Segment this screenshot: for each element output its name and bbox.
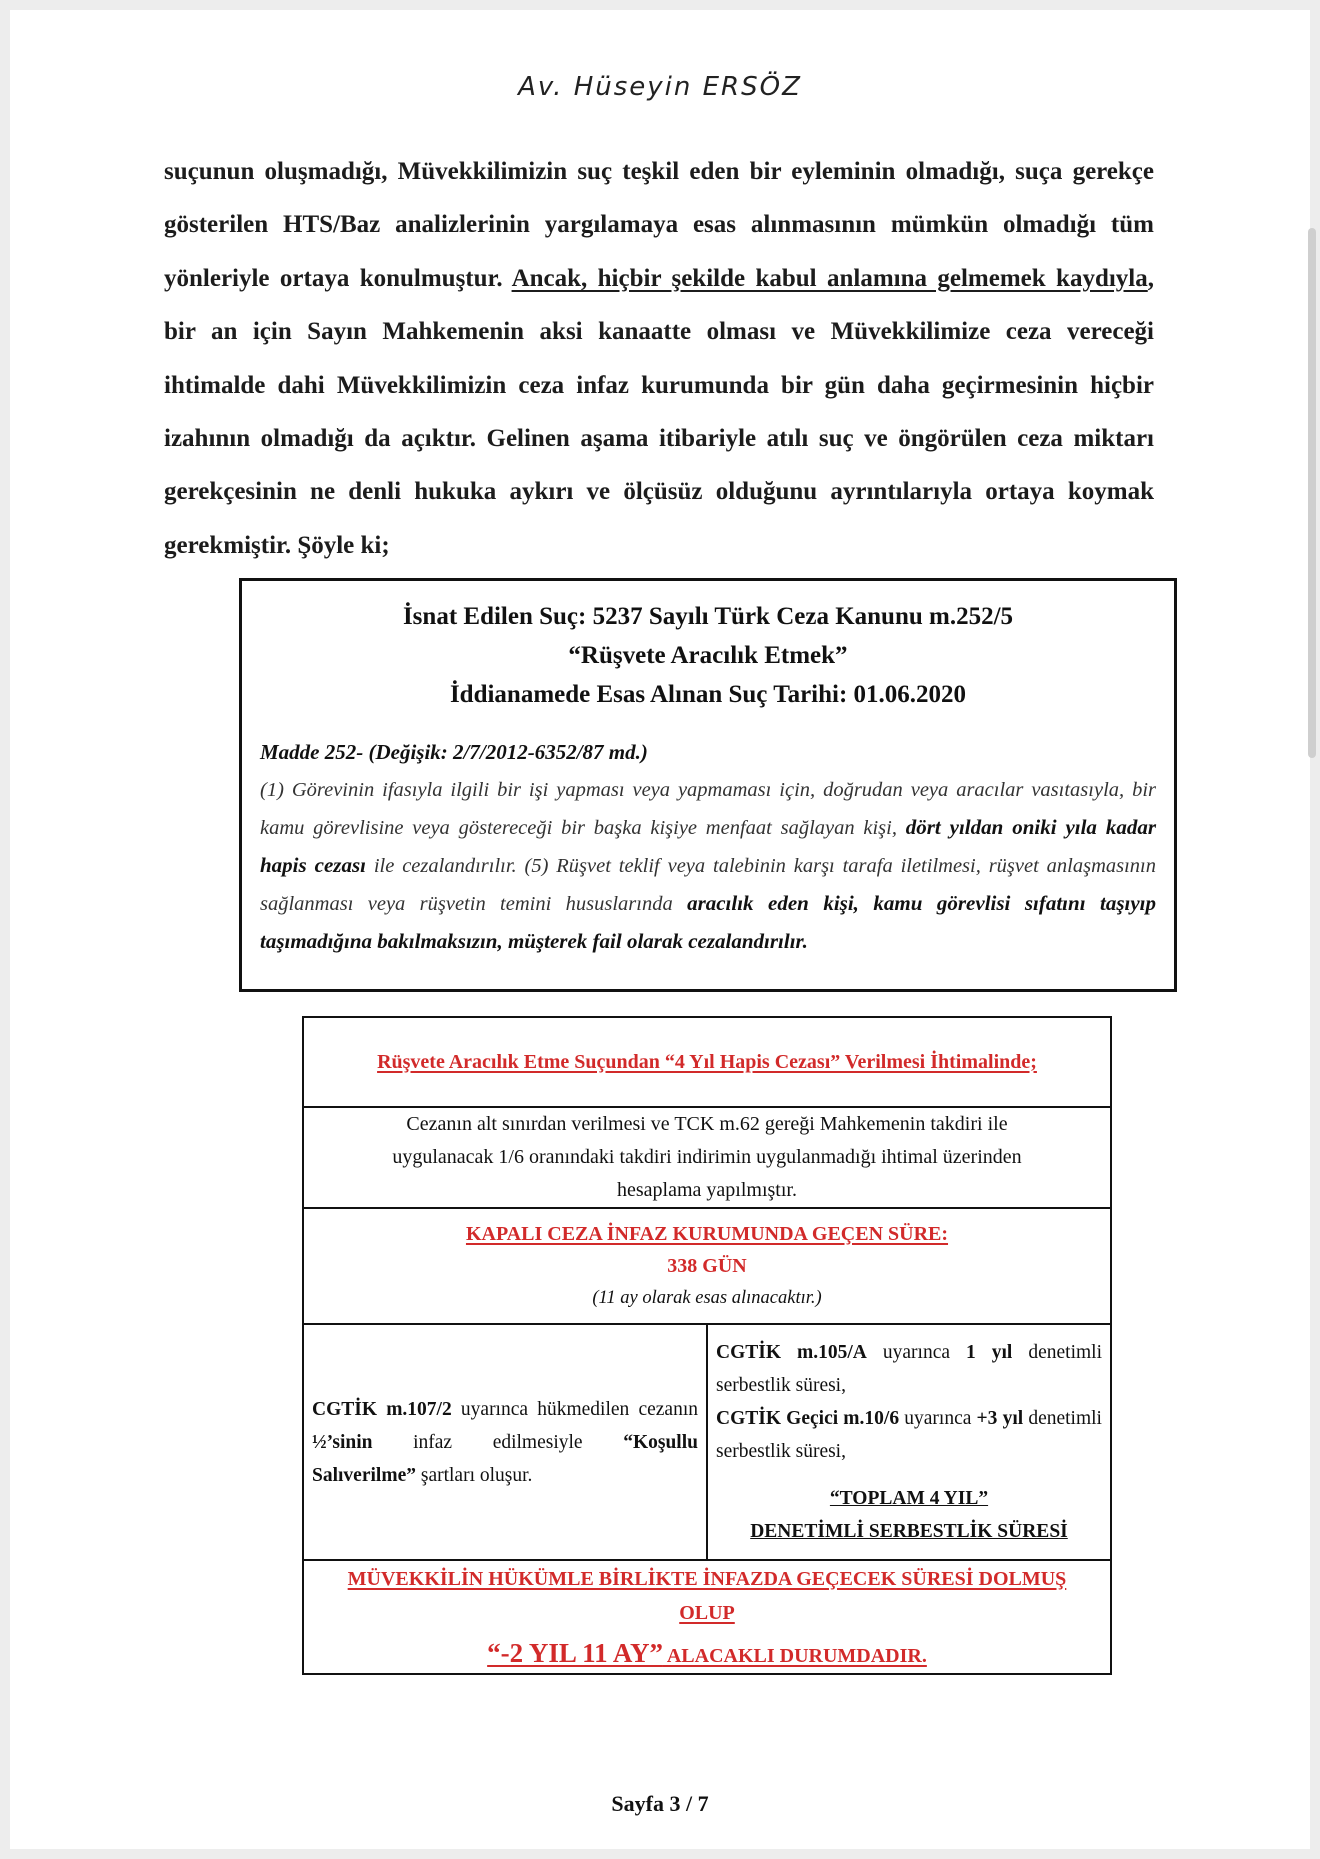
crime-line-3: İddianamede Esas Alınan Suç Tarihi: 01.06.2020 xyxy=(449,681,967,708)
article-bold-1: dört yıldan oniki yıla kadar hapis cezası xyxy=(260,815,1156,877)
article-bold-2: aracılık eden kişi, kamu görevlisi sıfatını taşıyıp taşımadığına bakılmaksızın, müşterek fail olarak cezalandırılır. xyxy=(260,891,1157,953)
left-t3: şartları oluşur. xyxy=(415,1464,533,1486)
crime-line-1: İsnat Edilen Suç: 5237 Sayılı Türk Ceza Kanunu m.252/5 xyxy=(402,603,1014,630)
article-text xyxy=(260,734,1156,961)
calculation-table xyxy=(302,1016,1112,1675)
result-amount: “-2 YIL 11 AY” xyxy=(487,1637,663,1668)
article-text-2: ile cezalandırılır. (5) Rüşvet teklif veya talebinin karşı tarafa iletilmesi, rüşvet anlaşmasının sağlanması veya rüşvetin temini hususlarında xyxy=(260,855,1157,915)
left-b2: ½’sinin xyxy=(312,1431,373,1453)
intro-text-2: , bir an için Sayın Mahkemenin aksi kanaatte olması ve Müvekkilimize ceza vereceği ihtimalde dahi Müvekkilimizin ceza infaz kurumunda bir gün daha geçirmesinin hiçbir izahının olmadığı da açıktır. Gelinen aşama itibariyle atılı suç ve öngörülen ceza miktarı gerekçesinin ne denli hukuka aykırı ve ölçüsüz olduğunu ayrıntılarıyla ortaya koymak gerekmiştir. Şöyle ki; xyxy=(164,264,1154,559)
intro-underlined: Ancak, hiçbir şekilde kabul anlamına gelmemek kaydıyla xyxy=(511,264,1148,292)
closed-prison-cell xyxy=(303,1208,1111,1324)
left-t2: infaz edilmesiyle xyxy=(372,1431,624,1453)
scrollbar[interactable] xyxy=(1308,228,1316,758)
crime-line-2: “Rüşvete Aracılık Etmek” xyxy=(568,642,848,669)
letterhead: Av. Hüseyin ERSÖZ xyxy=(518,72,802,102)
probation-cell xyxy=(707,1324,1111,1560)
closed-note: (11 ay olarak esas alınacaktır.) xyxy=(592,1288,822,1308)
right-t3: uyarınca xyxy=(899,1408,977,1429)
page-number: Sayfa 3 / 7 xyxy=(611,1791,709,1816)
result-text: MÜVEKKİLİN HÜKÜMLE BİRLİKTE İNFAZDA GEÇECEK SÜRESİ DOLMUŞ OLUP xyxy=(347,1567,1067,1624)
right-t2: denetimli serbestlik süresi, xyxy=(716,1342,1103,1396)
result-cell xyxy=(303,1560,1111,1674)
right-b3: CGTİK Geçici m.10/6 xyxy=(716,1408,900,1429)
right-b4: +3 yıl xyxy=(976,1408,1024,1429)
crime-box xyxy=(239,578,1177,992)
probation-total: “TOPLAM 4 YIL” xyxy=(829,1488,989,1509)
intro-text-1: suçunun oluşmadığı, Müvekkilimizin suç teşkil eden bir eyleminin olmadığı, suça gerekçe gösterilen HTS/Baz analizlerinin yargılamaya esas alınmasının mümkün olmadığı tüm yönleriyle ortaya konulmuştur. xyxy=(164,158,1154,292)
conditional-release-cell xyxy=(303,1324,707,1560)
right-b2: 1 yıl xyxy=(966,1342,1013,1363)
right-t4: denetimli serbestlik süresi, xyxy=(716,1408,1102,1462)
intro-paragraph xyxy=(164,145,1154,572)
left-t1: uyarınca hükmedilen cezanın xyxy=(451,1398,698,1420)
article-title: Madde 252- (Değişik: 2/7/2012-6352/87 md.) xyxy=(260,740,648,764)
calc-title: Rüşvete Aracılık Etme Suçundan “4 Yıl Hapis Cezası” Verilmesi İhtimalinde; xyxy=(377,1050,1037,1073)
calc-title-cell xyxy=(303,1017,1111,1107)
result-tail: ALACAKLI DURUMDADIR. xyxy=(662,1644,927,1667)
right-t1: uyarınca xyxy=(866,1342,967,1363)
right-b1: CGTİK m.105/A xyxy=(716,1342,867,1363)
calc-note: Cezanın alt sınırdan verilmesi ve TCK m.62 gereği Mahkemenin takdiri ile uygulanacak 1/6 oranındaki takdiri indirimin uygulanmadığı ihtimal üzerinden hesaplama yapılmıştır. xyxy=(303,1107,1111,1208)
article-text-1: (1) Görevinin ifasıyla ilgili bir işi yapması veya yapmaması için, doğrudan veya aracılar vasıtasıyla, bir kamu görevlisine veya göstereceği bir başka kişiye menfaat sağlayan kişi, xyxy=(260,779,1156,839)
closed-days: 338 GÜN xyxy=(667,1255,747,1277)
left-b1: CGTİK m.107/2 xyxy=(312,1398,452,1420)
closed-title: KAPALI CEZA İNFAZ KURUMUNDA GEÇEN SÜRE: xyxy=(465,1223,949,1245)
left-b3: “Koşullu Salıverilme” xyxy=(312,1431,698,1486)
probation-label: DENETİMLİ SERBESTLİK SÜRESİ xyxy=(750,1521,1068,1542)
